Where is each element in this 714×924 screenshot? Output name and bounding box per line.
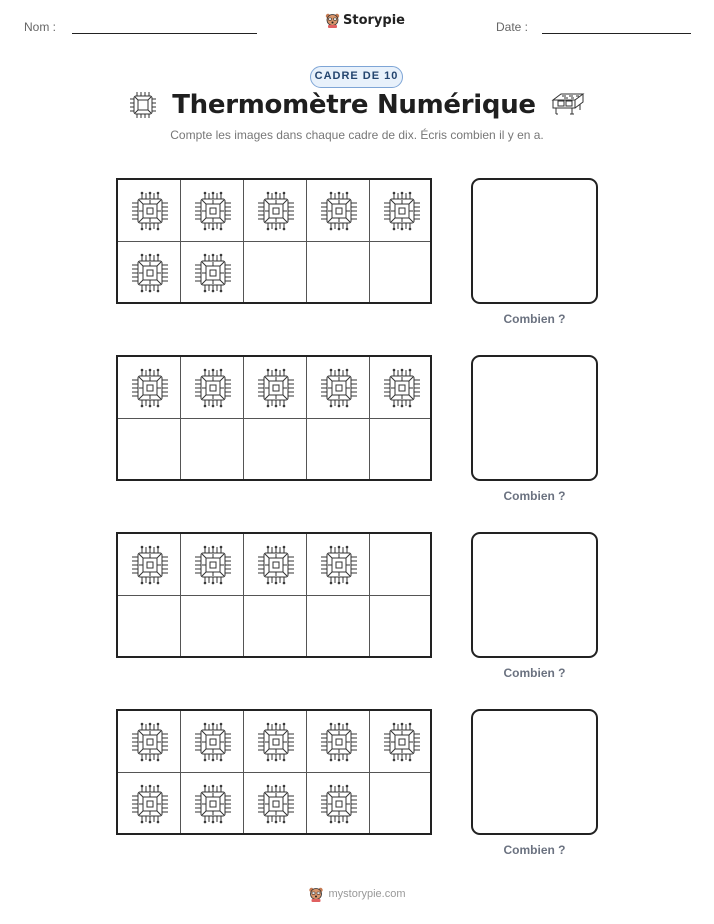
frame-cell xyxy=(370,596,433,658)
microchip-icon xyxy=(318,190,360,232)
microchip-icon xyxy=(318,367,360,409)
answer-label: Combien ? xyxy=(503,489,566,503)
microchip-icon xyxy=(129,367,171,409)
frame-cell xyxy=(181,242,244,304)
frame-cell xyxy=(244,419,307,481)
answer-box[interactable] xyxy=(471,532,598,658)
storypie-mascot-icon xyxy=(308,886,324,902)
ten-frame xyxy=(116,532,432,658)
title-row xyxy=(0,90,714,120)
microchip-icon xyxy=(318,544,360,586)
date-label: Date : xyxy=(496,20,529,34)
microchip-icon xyxy=(381,367,423,409)
frame-cell xyxy=(244,242,307,304)
microchip-icon xyxy=(255,190,297,232)
frame-cell xyxy=(118,596,181,658)
ten-frame xyxy=(116,709,432,835)
circuit-board-icon xyxy=(550,90,586,120)
storypie-mascot-icon xyxy=(325,12,340,28)
microchip-icon xyxy=(129,783,171,825)
frame-cell xyxy=(118,773,181,835)
frame-cell xyxy=(370,534,433,596)
frame-cell xyxy=(307,773,370,835)
answer-label: Combien ? xyxy=(503,312,566,326)
ten-frame xyxy=(116,355,432,481)
name-label: Nom : xyxy=(24,20,57,34)
microchip-icon xyxy=(192,252,234,294)
ten-frame xyxy=(116,178,432,304)
frame-cell xyxy=(244,357,307,419)
answer-box[interactable] xyxy=(471,709,598,835)
frame-cell xyxy=(370,242,433,304)
answer-box[interactable] xyxy=(471,178,598,304)
frame-cell xyxy=(181,357,244,419)
frame-cell xyxy=(118,534,181,596)
frame-cell xyxy=(307,596,370,658)
microchip-icon xyxy=(192,544,234,586)
frame-cell xyxy=(181,711,244,773)
frame-cell xyxy=(307,419,370,481)
frame-cell xyxy=(370,773,433,835)
brand xyxy=(325,12,405,28)
frame-cell xyxy=(307,534,370,596)
microchip-icon xyxy=(192,721,234,763)
frame-cell xyxy=(307,242,370,304)
frame-cell xyxy=(181,419,244,481)
category-pill: CADRE DE 10 xyxy=(310,66,403,88)
frame-cell xyxy=(370,180,433,242)
microchip-icon xyxy=(128,90,158,120)
brand-name: Storypie xyxy=(343,12,405,28)
frame-cell xyxy=(118,357,181,419)
footer-url: mystorypie.com xyxy=(328,888,406,900)
frame-cell xyxy=(244,596,307,658)
page-title: Thermomètre Numérique xyxy=(172,90,536,120)
microchip-icon xyxy=(129,721,171,763)
frame-cell xyxy=(181,534,244,596)
microchip-icon xyxy=(192,367,234,409)
date-line[interactable] xyxy=(542,33,691,34)
frame-cell xyxy=(244,711,307,773)
frame-cell xyxy=(370,419,433,481)
frame-cell xyxy=(181,180,244,242)
microchip-icon xyxy=(255,721,297,763)
frame-cell xyxy=(118,419,181,481)
footer xyxy=(0,886,714,902)
microchip-icon xyxy=(381,721,423,763)
microchip-icon xyxy=(318,721,360,763)
frame-cell xyxy=(307,180,370,242)
frame-cell xyxy=(244,773,307,835)
microchip-icon xyxy=(129,252,171,294)
frame-cell xyxy=(118,180,181,242)
frame-cell xyxy=(118,242,181,304)
frame-cell xyxy=(118,711,181,773)
microchip-icon xyxy=(129,544,171,586)
microchip-icon xyxy=(255,783,297,825)
answer-box[interactable] xyxy=(471,355,598,481)
microchip-icon xyxy=(192,190,234,232)
instructions: Compte les images dans chaque cadre de dix. Écris combien il y en a. xyxy=(170,128,544,142)
frame-cell xyxy=(307,711,370,773)
frame-cell xyxy=(244,180,307,242)
microchip-icon xyxy=(381,190,423,232)
microchip-icon xyxy=(318,783,360,825)
microchip-icon xyxy=(255,367,297,409)
frame-cell xyxy=(181,773,244,835)
microchip-icon xyxy=(129,190,171,232)
frame-cell xyxy=(244,534,307,596)
frame-cell xyxy=(370,357,433,419)
frame-cell xyxy=(181,596,244,658)
microchip-icon xyxy=(192,783,234,825)
name-line[interactable] xyxy=(72,33,257,34)
answer-label: Combien ? xyxy=(503,666,566,680)
microchip-icon xyxy=(255,544,297,586)
frame-cell xyxy=(370,711,433,773)
frame-cell xyxy=(307,357,370,419)
answer-label: Combien ? xyxy=(503,843,566,857)
